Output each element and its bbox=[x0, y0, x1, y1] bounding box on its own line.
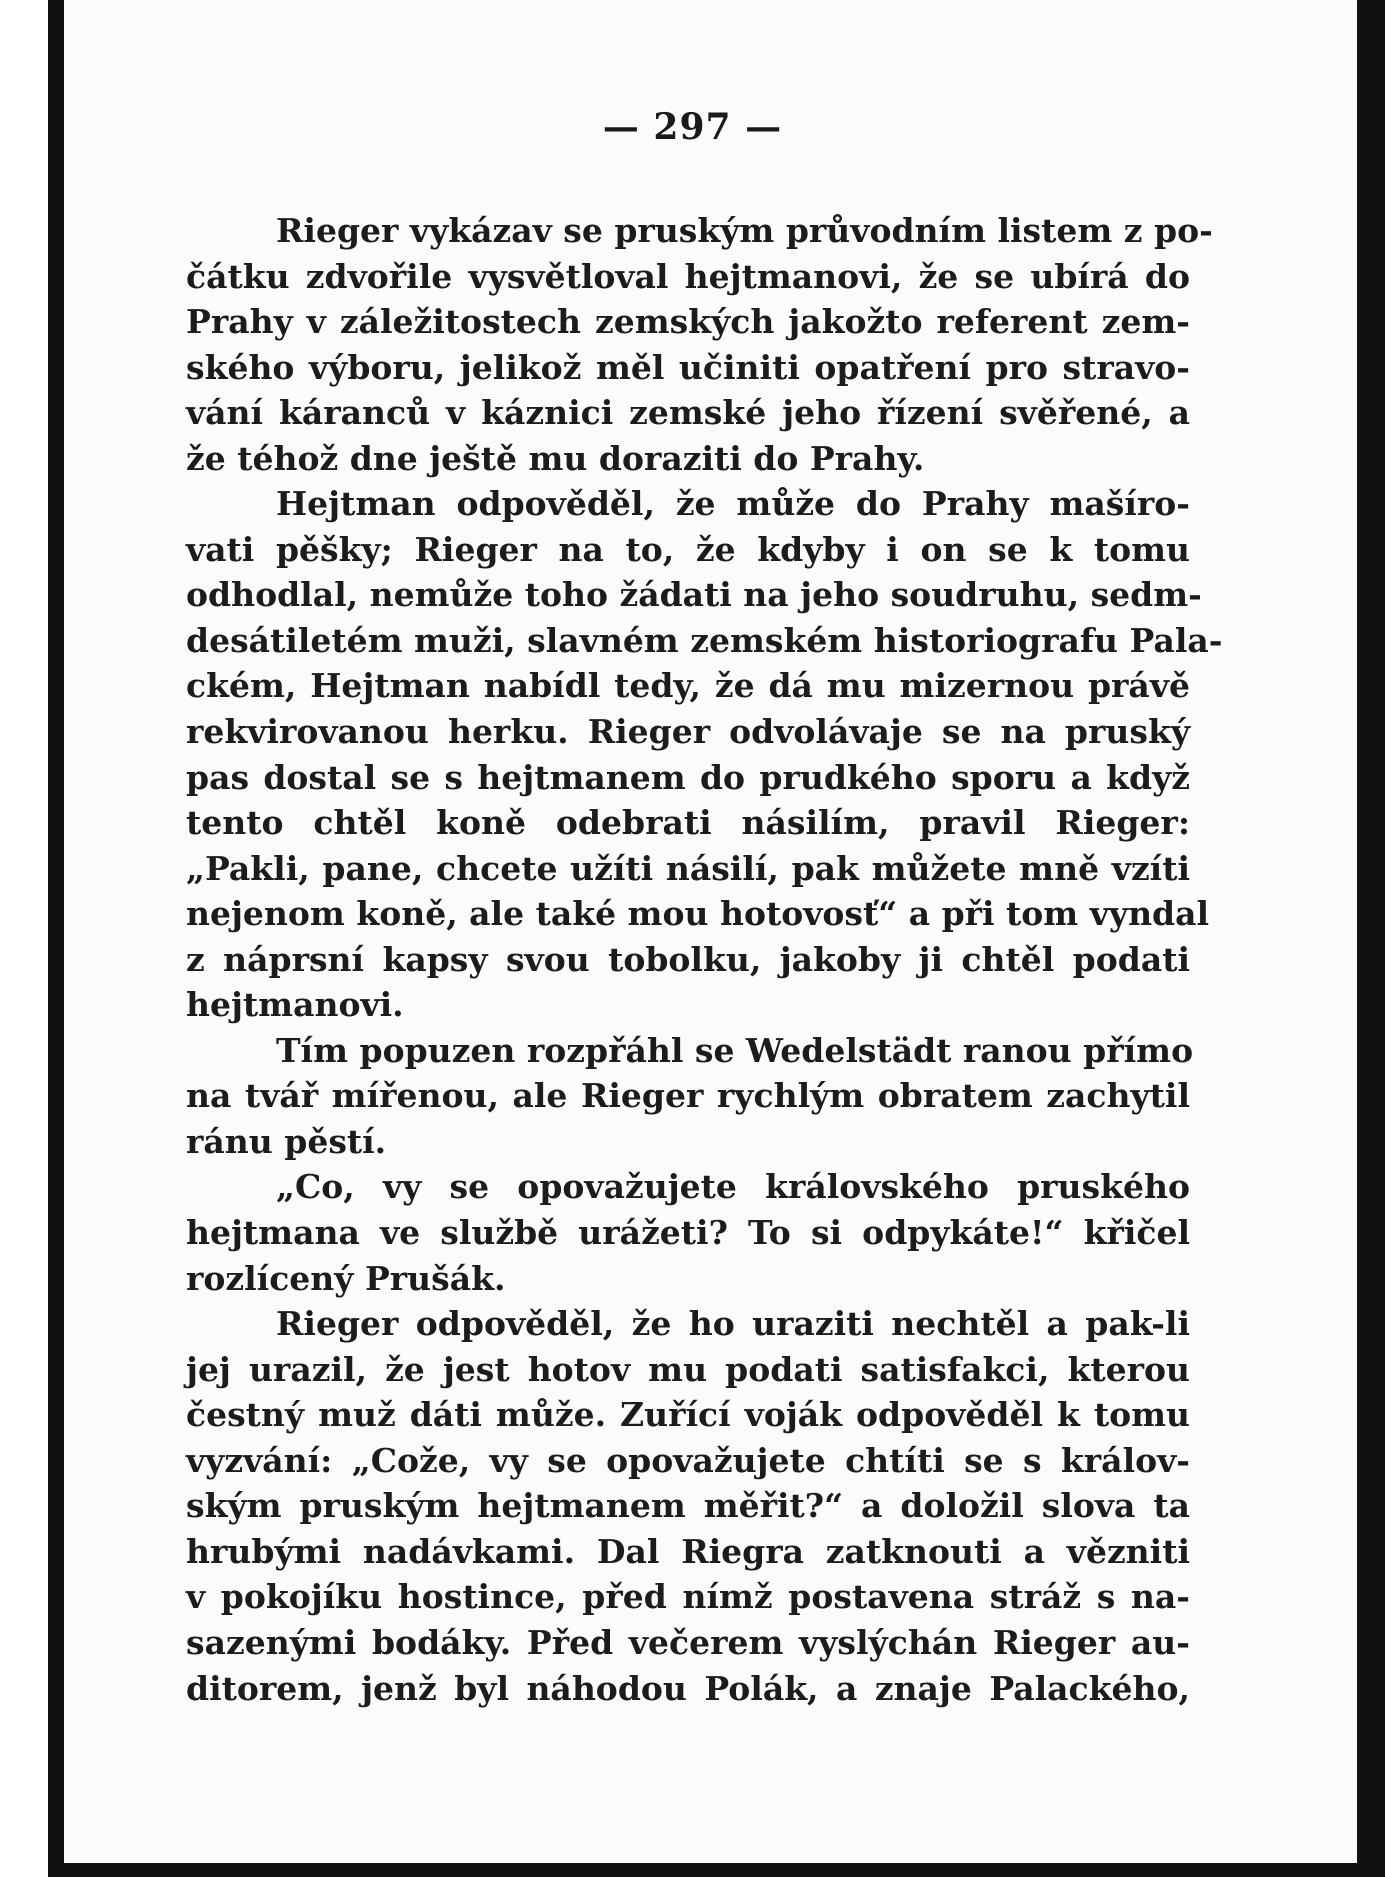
text-line: pas dostal se s hejtmanem do prudkého sporu a když bbox=[186, 757, 1190, 797]
text-line: Rieger vykázav se pruským průvodním listem z po- bbox=[276, 211, 1213, 250]
text-line: hrubými nadávkami. Dal Riegra zatknouti a vězniti bbox=[186, 1531, 1190, 1571]
text-line: v pokojíku hostince, před nímž postavena stráž s na- bbox=[186, 1577, 1190, 1617]
text-line: na tvář mířenou, ale Rieger rychlým obratem zachytil bbox=[186, 1076, 1190, 1116]
text-line: ckém, Hejtman nabídl tedy, že dá mu mizernou právě bbox=[186, 666, 1190, 706]
text-line: vyzvání: „Cože, vy se opovažujete chtíti se s králov- bbox=[186, 1440, 1190, 1480]
text-line: ránu pěstí. bbox=[186, 1121, 387, 1161]
text-line: čátku zdvořile vysvětloval hejtmanovi, že se ubírá do bbox=[186, 256, 1190, 296]
text-line: Rieger odpověděl, že ho uraziti nechtěl a pak-li bbox=[276, 1304, 1190, 1344]
text-line: odhodlal, nemůže toho žádati na jeho soudruhu, sedm- bbox=[186, 575, 1202, 615]
text-line: z náprsní kapsy svou tobolku, jakoby ji chtěl podati bbox=[186, 939, 1190, 979]
text-line: jej urazil, že jest hotov mu podati satisfakci, kterou bbox=[186, 1349, 1190, 1389]
scan-edge-bottom bbox=[48, 1863, 1385, 1877]
text-line: rozlícený Prušák. bbox=[186, 1258, 506, 1298]
text-line: Hejtman odpověděl, že může do Prahy mašíro- bbox=[276, 484, 1190, 524]
text-line: ského výboru, jelikož měl učiniti opatření pro stravo- bbox=[186, 347, 1190, 387]
text-line: čestný muž dáti může. Zuřící voják odpověděl k tomu bbox=[186, 1395, 1190, 1435]
text-line: že téhož dne ještě mu doraziti do Prahy. bbox=[186, 438, 925, 478]
body-text bbox=[186, 208, 1223, 1711]
text-line: hejtmana ve službě urážeti? To si odpykáte!“ křičel bbox=[186, 1213, 1190, 1253]
text-line: „Co, vy se opovažujete královského pruského bbox=[276, 1167, 1190, 1207]
page-number: — 297 — bbox=[602, 106, 783, 148]
binding-edge bbox=[48, 0, 64, 1877]
text-line: vání káranců v káznici zemské jeho řízení svěřené, a bbox=[186, 393, 1190, 433]
text-line: „Pakli, pane, chcete užíti násilí, pak můžete mně vzíti bbox=[186, 848, 1190, 888]
text-line: tento chtěl koně odebrati násilím, pravil Rieger: bbox=[186, 803, 1190, 843]
text-line: Prahy v záležitostech zemských jakožto referent zem- bbox=[186, 302, 1190, 342]
text-line: rekvirovanou herku. Rieger odvolávaje se na pruský bbox=[186, 712, 1190, 752]
text-line: ským pruským hejtmanem měřit?“ a doložil slova ta bbox=[186, 1486, 1190, 1526]
text-line: vati pěšky; Rieger na to, že kdyby i on se k tomu bbox=[186, 529, 1190, 569]
text-line: Tím popuzen rozpřáhl se Wedelstädt ranou přímo bbox=[276, 1030, 1194, 1070]
text-line: sazenými bodáky. Před večerem vyslýchán Rieger au- bbox=[186, 1622, 1190, 1662]
text-line: nejenom koně, ale také mou hotovosť“ a při tom vyndal bbox=[186, 894, 1210, 934]
text-line: ditorem, jenž byl náhodou Polák, a znaje Palackého, bbox=[186, 1668, 1190, 1708]
text-line: desátiletém muži, slavném zemském historiografu Pala- bbox=[186, 620, 1223, 660]
scan-edge-right bbox=[1357, 0, 1385, 1877]
text-line: hejtmanovi. bbox=[186, 985, 404, 1025]
